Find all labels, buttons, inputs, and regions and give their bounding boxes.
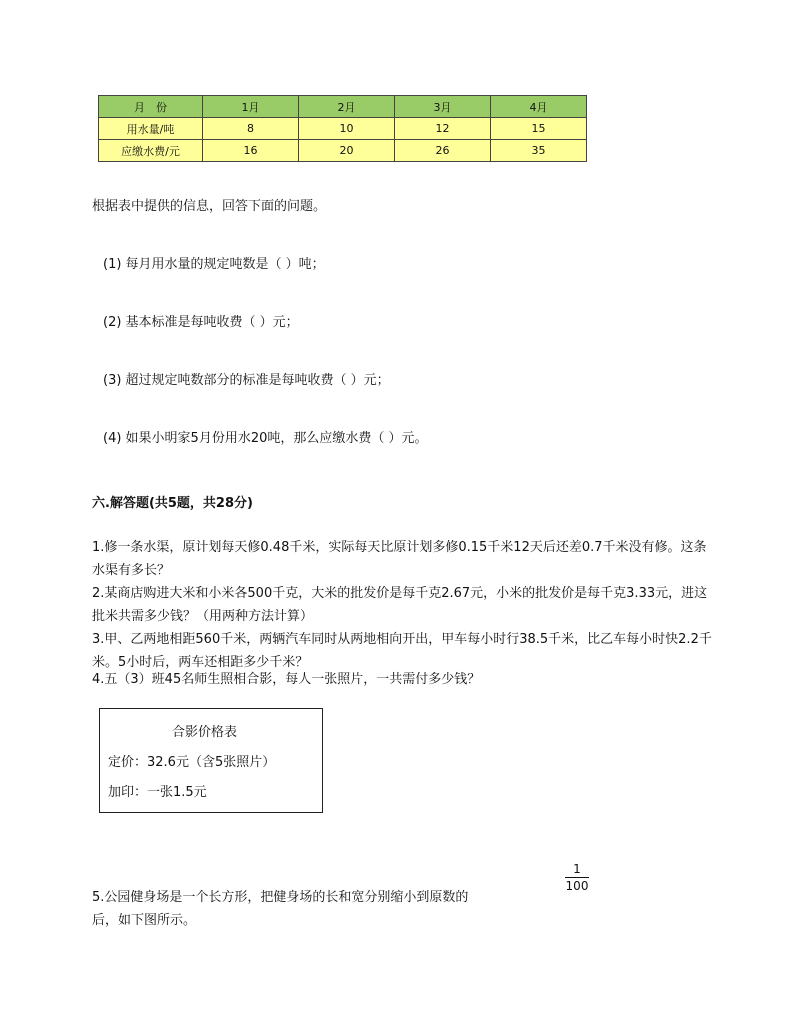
intro-text: 根据表中提供的信息，回答下面的问题。 (92, 199, 327, 214)
price-box-title: 合影价格表 (172, 725, 238, 740)
table-cell: 12 (395, 118, 491, 140)
price-box-line2: 加印：一张1.5元 (108, 785, 207, 800)
problem-5-line1: 5.公园健身场是一个长方形，把健身场的长和宽分别缩小到原数的 (92, 890, 469, 905)
table-cell: 用水量/吨 (99, 118, 203, 140)
question-3: (3) 超过规定吨数部分的标准是每吨收费（ ）元； (103, 373, 390, 388)
price-table-box (99, 708, 323, 813)
section-title: 六.解答题(共5题，共28分) (92, 496, 253, 511)
table-row (99, 118, 587, 140)
fraction-one-hundredth (565, 862, 589, 893)
problem-1: 1.修一条水渠，原计划每天修0.48千米，实际每天比原计划多修0.15千米12天后还差0.7千米没有修。这条水渠有多长？ (92, 540, 707, 578)
table-cell: 4月 (491, 96, 587, 118)
table-cell: 10 (299, 118, 395, 140)
table-cell: 35 (491, 140, 587, 162)
table-cell: 应缴水费/元 (99, 140, 203, 162)
problem-5-line2: 后，如下图所示。 (92, 913, 197, 928)
table-cell: 1月 (203, 96, 299, 118)
table-header-row (99, 96, 587, 118)
question-2: (2) 基本标准是每吨收费（ ）元； (103, 315, 299, 330)
fraction-numerator: 1 (573, 862, 581, 876)
table-cell: 26 (395, 140, 491, 162)
fraction-denominator: 100 (565, 879, 589, 893)
table-cell: 8 (203, 118, 299, 140)
water-fee-table (98, 95, 587, 162)
table-cell: 20 (299, 140, 395, 162)
price-box-line1: 定价：32.6元（含5张照片） (108, 755, 276, 770)
table-cell: 3月 (395, 96, 491, 118)
problem-4: 4.五（3）班45名师生照相合影，每人一张照片，一共需付多少钱？ (92, 672, 481, 687)
question-4: (4) 如果小明家5月份用水20吨，那么应缴水费（ ）元。 (103, 431, 428, 446)
table-cell: 16 (203, 140, 299, 162)
table-cell: 2月 (299, 96, 395, 118)
table-cell: 15 (491, 118, 587, 140)
table-row (99, 140, 587, 162)
question-1: (1) 每月用水量的规定吨数是（ ）吨； (103, 257, 325, 272)
problem-2: 2.某商店购进大米和小米各500千克，大米的批发价是每千克2.67元，小米的批发价是每千克3.33元，进这批米共需多少钱？（用两种方法计算） (92, 586, 708, 624)
table-cell: 月 份 (99, 96, 203, 118)
problem-3: 3.甲、乙两地相距560千米，两辆汽车同时从两地相向开出，甲车每小时行38.5千米，比乙车每小时快2.2千米。5小时后，两车还相距多少千米？ (92, 632, 712, 670)
fraction-bar (565, 877, 589, 878)
